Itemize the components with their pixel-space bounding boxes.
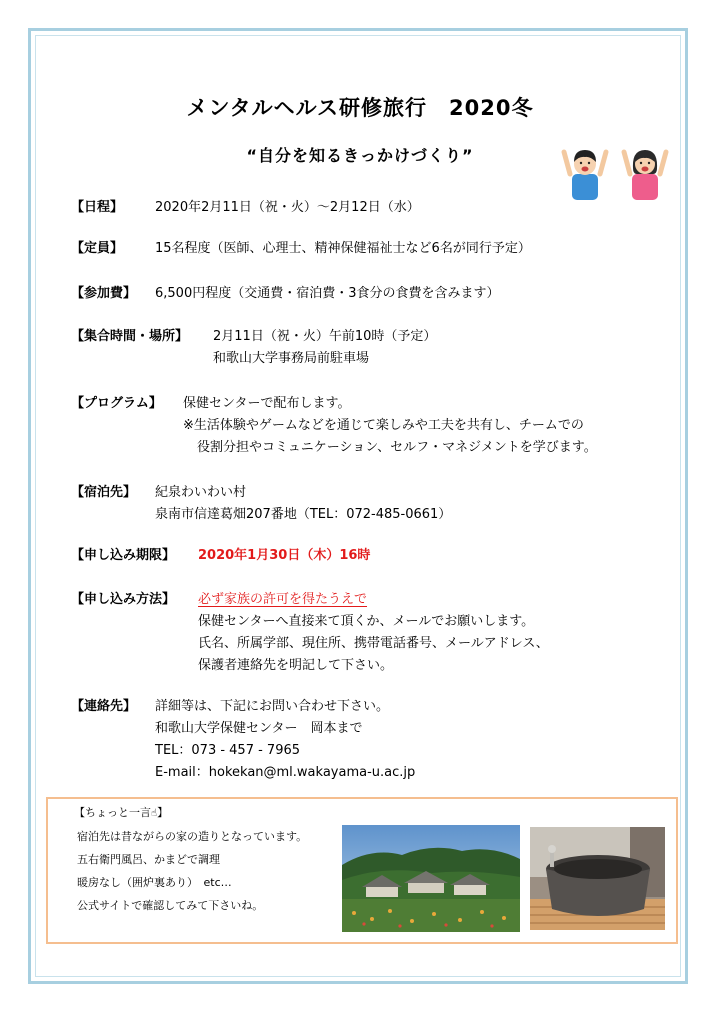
page-title: メンタルヘルス研修旅行 2020冬 [186,96,534,120]
apply-line4: 保護者連絡先を明記して下さい。 [198,658,394,673]
meeting-place: 和歌山大学事務局前駐車場 [213,351,370,366]
apply-label: 【申し込み方法】 [71,592,176,607]
meeting-label: 【集合時間・場所】 [71,329,189,344]
note-line4: 公式サイトで確認してみて下さいね。 [77,899,264,912]
apply-family-permission: 必ず家族の許可を得たうえで [198,592,368,607]
note-heading: 【ちょっと一言☝】 [74,806,169,819]
note-line2: 五右衛門風呂、かまどで調理 [77,853,220,866]
lodging-name: 紀泉わいわい村 [155,485,247,500]
lodging-address: 泉南市信達葛畑207番地（TEL：072‐485‐0661） [155,507,452,522]
capacity-label: 【定員】 [71,241,124,256]
village-photo [342,825,520,932]
program-line3: 役割分担やコミュニケーション、セルフ・マネジメントを学びます。 [197,440,597,455]
girl-figure [624,150,666,200]
contact-label: 【連絡先】 [71,699,137,714]
contact-line1: 詳細等は、下記にお問い合わせ下さい。 [155,699,390,714]
contact-phone: TEL：073 - 457 - 7965 [155,743,301,758]
schedule-value: 2020年2月11日（祝・火）～2月12日（水） [155,200,420,215]
lodging-label: 【宿泊先】 [71,485,137,500]
fee-label: 【参加費】 [71,286,137,301]
note-line1: 宿泊先は昔ながらの家の造りとなっています。 [77,830,308,843]
program-line2: ※生活体験やゲームなどを通じて楽しみや工夫を共有し、チームでの [183,418,584,433]
apply-line3: 氏名、所属学部、現住所、携帯電話番号、メールアドレス、 [198,636,549,651]
capacity-value: 15名程度（医師、心理士、精神保健福祉士など6名が同行予定） [155,241,531,256]
meeting-time: 2月11日（祝・火）午前10時（予定） [213,329,437,344]
deadline-value: 2020年1月30日（木）16時 [198,548,371,563]
fee-value: 6,500円程度（交通費・宿泊費・3食分の食費を含みます） [155,286,500,301]
cheering-kids-illustration [560,144,670,202]
boy-figure [564,150,606,200]
program-label: 【プログラム】 [71,396,162,411]
schedule-label: 【日程】 [71,200,124,215]
contact-center: 和歌山大学保健センター 岡本まで [155,721,363,736]
hand-pointing-icon: ☝ [151,808,158,819]
program-line1: 保健センターで配布します。 [183,396,351,411]
deadline-label: 【申し込み期限】 [71,548,176,563]
note-line3: 暖房なし（囲炉裏あり） etc… [77,876,232,889]
page-subtitle: “自分を知るきっかけづくり” [246,146,474,165]
contact-email[interactable]: E-mail：hokekan@ml.wakayama-u.ac.jp [155,765,416,780]
apply-line2: 保健センターへ直接来て頂くか、メールでお願いします。 [198,614,535,629]
goemon-bath-photo [530,827,665,930]
